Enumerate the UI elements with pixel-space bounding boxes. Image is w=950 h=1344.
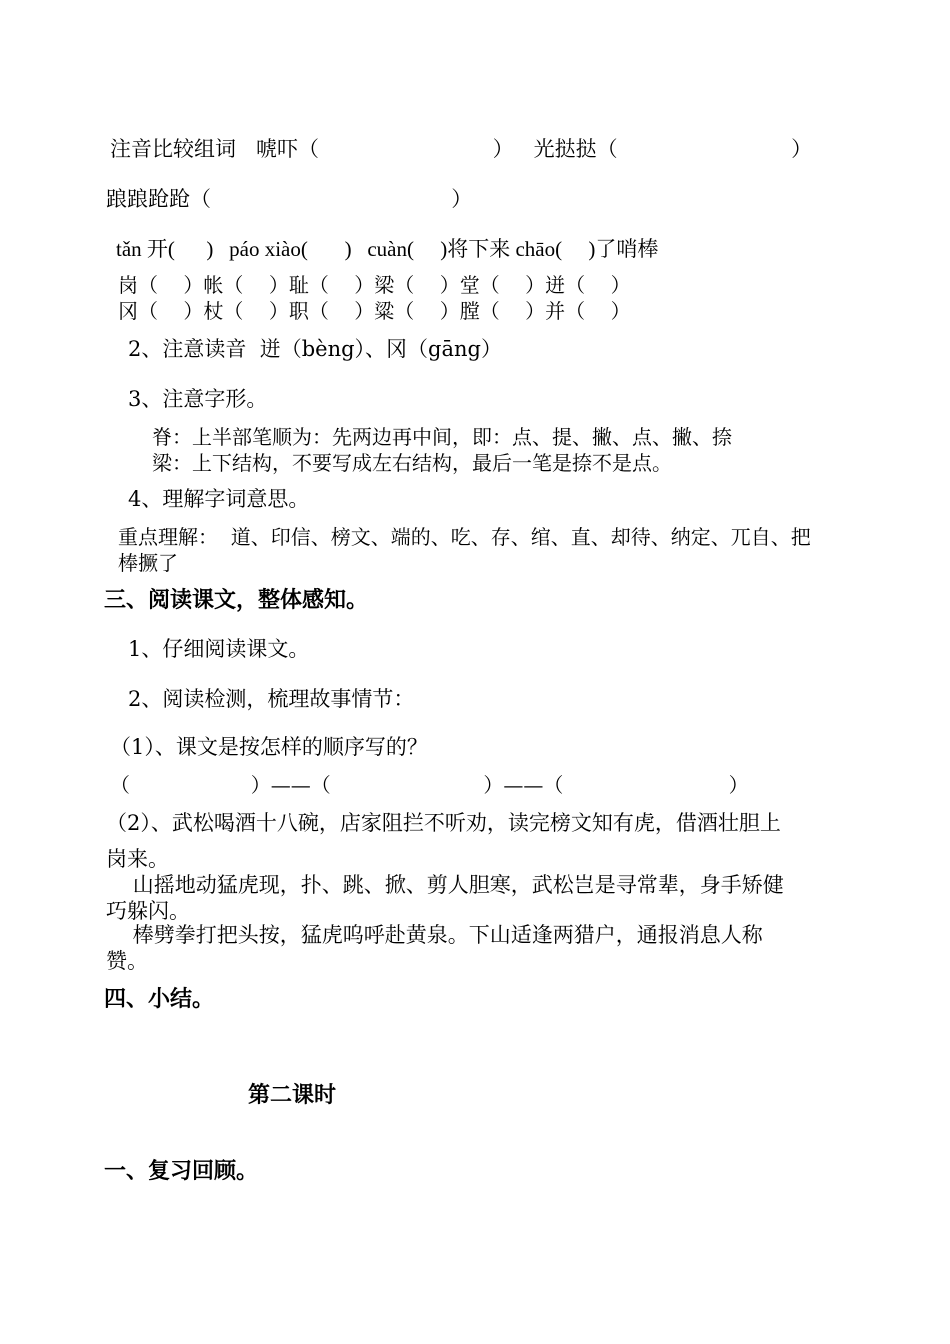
char-compare-row-1: 岗（ ）帐（ ）耻（ ）梁（ ）堂（ ）迸（ ） <box>118 273 631 297</box>
glyph-note-ji: 脊：上半部笔顺为：先两边再中间，即：点、提、撇、点、撇、捺 <box>152 425 732 449</box>
section-heading-3: 三、阅读课文，整体感知。 <box>104 587 369 613</box>
verse-3-line-1: 棒劈拳打把头按，猛虎呜呼赴黄泉。下山适逢两猎户，通报消息人称 <box>106 923 763 947</box>
reading-step-2: 2、阅读检测，梳理故事情节： <box>128 687 415 711</box>
reading-step-1: 1、仔细阅读课文。 <box>128 637 310 661</box>
vocabulary-heading: 4、理解字词意思。 <box>128 487 310 511</box>
glyph-note-liang: 梁：上下结构，不要写成左右结构，最后一笔是捺不是点。 <box>152 451 672 475</box>
pronunciation-note: 2、注意读音 迸（bèng）、冈（gāng） <box>128 337 502 361</box>
sequence-blanks: （ ）——（ ）——（ ） <box>110 773 749 797</box>
key-words-line-1: 重点理解： 道、印信、榜文、端的、吃、存、绾、直、却待、纳定、兀自、把 <box>118 525 811 549</box>
verse-2-line-2: 巧躲闪。 <box>106 899 190 923</box>
pinyin-fill-line: tǎn 开( ) páo xiào( ) cuàn( )将下来 chāo( )了哨棒 <box>116 237 659 261</box>
char-compare-row-2: 冈（ ）杖（ ）职（ ）粱（ ）膛（ ）并（ ） <box>118 299 631 323</box>
question-1: （1）、课文是按怎样的顺序写的？ <box>110 735 428 759</box>
compare-words-line: 注音比较组词 唬吓（ ） 光挞挞（ ） <box>110 137 813 161</box>
compare-words-line-2: 踉踉跄跄（ ） <box>106 187 473 211</box>
glyph-note-heading: 3、注意字形。 <box>128 387 268 411</box>
key-words-line-2: 棒撅了 <box>118 551 178 575</box>
verse-2-line-1: 山摇地动猛虎现，扑、跳、掀、剪人胆寒，武松岂是寻常辈，身手矫健 <box>106 873 784 897</box>
question-2-line-1: （2）、武松喝酒十八碗，店家阻拦不听劝，读完榜文知有虎，借酒壮胆上 <box>106 811 781 835</box>
section-heading-4: 四、小结。 <box>104 986 215 1012</box>
question-2-line-2: 岗来。 <box>106 847 169 871</box>
lesson-2-title: 第二课时 <box>248 1082 337 1108</box>
verse-3-line-2: 赞。 <box>106 949 148 973</box>
section-heading-review: 一、复习回顾。 <box>104 1158 259 1184</box>
